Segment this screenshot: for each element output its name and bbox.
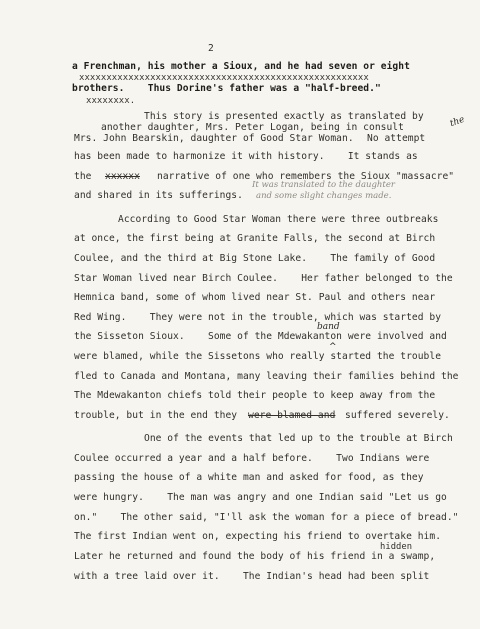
text-line-21: Coulee occurred a year and a half before. Two Indians were [74,453,430,464]
text-line-13: Hemnica band, some of whom lived near St. Paul and others near [74,292,436,303]
text-line-15: the Sisseton Sioux. Some of the Mdewakanton were involved and [74,331,447,342]
text-line-14: Red Wing. They were not in the trouble, which was started by [74,312,442,323]
text-line-8: and shared in its sufferings. [74,190,243,201]
handwritten-margin-note: the [448,114,467,130]
page-number: 2 [208,43,214,54]
text-line-4: another daughter, Mrs. Peter Logan, being in consult [101,122,404,133]
text-line-27: with a tree laid over it. The Indian's head had been split [74,571,430,582]
text-line-17: fled to Canada and Montana, many leaving their families behind the [74,371,459,382]
text-line-3: This story is presented exactly as translated by [144,111,424,122]
text-line-18: The Mdewakanton chiefs told their people to keep away from the [74,390,436,401]
text-line-6: has been made to harmonize it with history. It stands as [74,151,418,162]
text-line-19a: trouble, but in the end they [74,410,238,421]
text-line-9: According to Good Star Woman there were three outbreaks [118,214,439,225]
pencil-note-1: It was translated to the daughter [252,180,395,190]
pencil-note-2: and some slight changes made. [256,191,392,201]
text-line-16: were blamed, while the Sissetons who really started the trouble [74,351,442,362]
text-line-24: on." The other said, "I'll ask the woman for a piece of bread." [74,512,459,523]
text-line-7b: narrative of one who remembers the Sioux "massacre" [157,171,455,182]
struck-phrase: were blamed and [248,410,336,421]
text-line-5: Mrs. John Bearskin, daughter of Good Star Woman. [74,133,354,144]
text-line-5b: No attempt [367,133,426,144]
struck-out-word: xxxxxxxx. [86,96,136,106]
text-line-11: Coulee, and the third at Big Stone Lake. The family of Good [74,253,436,264]
insertion-caret: ^ [329,342,337,352]
text-line-1: a Frenchman, his mother a Sioux, and he had seven or eight [72,61,410,72]
struck-out-line: xxxxxxxxxxxxxxxxxxxxxxxxxxxxxxxxxxxxxxxxxxxxxxxxxxxxx [79,73,369,83]
text-line-7a: the [74,171,92,182]
text-line-20: One of the events that led up to the trouble at Birch [144,433,453,444]
text-line-19b: suffered severely. [345,410,450,421]
text-line-10: at once, the first being at Granite Falls, the second at Birch [74,233,436,244]
text-line-12: Star Woman lived near Birch Coulee. Her father belonged to the [74,273,453,284]
typed-insert-hidden: hidden [380,542,413,552]
text-line-26: Later he returned and found the body of his friend in a swamp, [74,551,436,562]
text-line-2: brothers. Thus Dorine's father was a "half-breed." [72,83,381,94]
struck-word: xxxxxx [105,171,140,182]
handwritten-insert-band: band [317,322,340,332]
text-line-25: The first Indian went on, expecting his friend to overtake him. [74,531,442,542]
text-line-23: were hungry. The man was angry and one Indian said "Let us go [74,492,447,503]
text-line-22: passing the house of a white man and asked for food, as they [74,472,424,483]
